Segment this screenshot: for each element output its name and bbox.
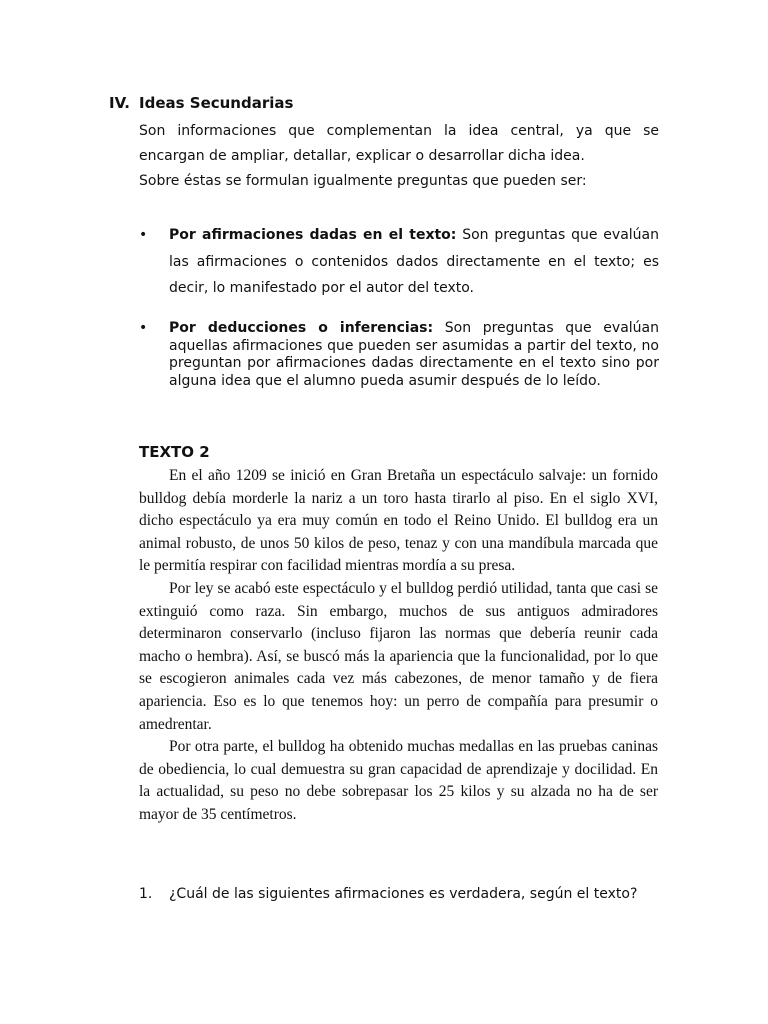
section-number: IV. <box>109 94 130 112</box>
section-intro <box>139 119 659 194</box>
bullet-item-afirmaciones <box>139 222 659 302</box>
bullet-text: Son preguntas que evalúan las afirmaciones o contenidos dados directamente en el texto; es decir, lo manifestado por el autor del texto. <box>169 227 659 296</box>
bullet-text: Son preguntas que evalúan aquellas afirmaciones que pueden ser asumidas a partir del texto, no preguntan por afirmaciones dadas directamente en el texto sino por alguna idea que el alumno pueda asumir después de lo leído. <box>169 320 659 389</box>
bullet-dot: • <box>139 320 148 336</box>
question-text: ¿Cuál de las siguientes afirmaciones es verdadera, según el texto? <box>169 886 638 902</box>
section-heading <box>109 93 293 113</box>
bullet-dot: • <box>139 227 148 243</box>
question-1 <box>139 884 659 904</box>
intro-paragraph: Son informaciones que complementan la idea central, ya que se encargan de ampliar, detallar, explicar o desarrollar dicha idea. <box>139 123 659 164</box>
reading-passage <box>139 465 658 827</box>
passage-paragraph-1: En el año 1209 se inició en Gran Bretaña un espectáculo salvaje: un fornido bulldog debía morderle la nariz a un toro hasta tirarlo al piso. En el siglo XVI, dicho espectáculo ya era muy común en todo el Reino Unido. El bulldog era un animal robusto, de unos 50 kilos de peso, tenaz y con una mandíbula marcada que le permitía respirar con facilidad mientras mordía a su presa. <box>139 467 658 575</box>
passage-paragraph-3: Por otra parte, el bulldog ha obtenido muchas medallas en las pruebas caninas de obediencia, lo cual demuestra su gran capacidad de aprendizaje y docilidad. En la actualidad, su peso no debe sobrepasar los 25 kilos y su alzada no ha de ser mayor de 35 centímetros. <box>139 738 658 823</box>
section-title: Ideas Secundarias <box>139 94 294 112</box>
intro-line: Sobre éstas se formulan igualmente preguntas que pueden ser: <box>139 173 587 189</box>
bullet-term: Por deducciones o inferencias: <box>169 320 434 336</box>
bullet-term: Por afirmaciones dadas en el texto: <box>169 227 457 243</box>
passage-paragraph-2: Por ley se acabó este espectáculo y el bulldog perdió utilidad, tanta que casi se extinguió como raza. Sin embargo, muchos de sus antiguos admiradores determinaron conservarlo (incluso fijaron las normas que debería reunir cada macho o hembra). Así, se buscó más la apariencia que la funcionalidad, por lo que se escogieron animales cada vez más cabezones, de menor tamaño y de fiera apariencia. Eso es lo que tenemos hoy: un perro de compañía para presumir o amedrentar. <box>139 579 658 733</box>
bullet-item-deducciones <box>139 320 659 390</box>
question-number: 1. <box>139 886 153 902</box>
texto-title: TEXTO 2 <box>139 443 210 461</box>
